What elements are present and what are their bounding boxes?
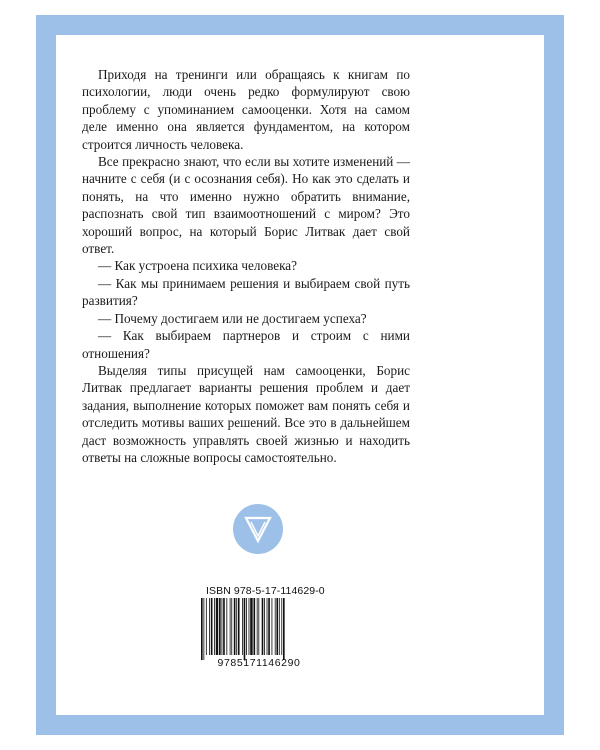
barcode-bar (226, 598, 227, 655)
barcode-bar (249, 598, 250, 655)
barcode-bar (246, 598, 247, 655)
barcode-bar (275, 598, 276, 655)
barcode-bar (203, 598, 204, 660)
barcode-bar (231, 598, 232, 655)
barcode-bar (250, 598, 252, 655)
blurb-question-2: — Как мы принимаем решения и выбираем свой путь развития? (82, 275, 410, 309)
barcode-bar (209, 598, 210, 655)
barcode-bar (267, 598, 268, 655)
barcode-bar (211, 598, 213, 655)
barcode-bar (230, 598, 231, 655)
barcode-bar (253, 598, 255, 655)
blurb-question-1: — Как устроена психика человека? (98, 258, 297, 274)
barcode-bar (279, 598, 280, 655)
isbn-label: ISBN 978-5-17-114629-0 (206, 585, 325, 597)
barcode-bar (258, 598, 259, 655)
barcode-digits: 9785171146290 (217, 657, 301, 669)
barcode-bar (219, 598, 221, 655)
barcode-bar (201, 598, 203, 660)
barcode-bar (281, 598, 282, 655)
cover-blurb-text (82, 66, 410, 466)
barcode-bar (264, 598, 265, 655)
barcode-bar (234, 598, 236, 655)
blurb-paragraph-1: Приходя на тренинги или обращаясь к книгам по психологии, люди очень редко формулируют свою проблему с упоминанием самооценки. Хотя на самом деле именно она является фундаментом, на котором строится личность человека. (82, 67, 410, 152)
blurb-question-4: — Как выбираем партнеров и строим с ними отношения? (82, 328, 410, 361)
barcode-bar (214, 598, 215, 655)
barcode-bar (262, 598, 264, 655)
blurb-paragraph-3: Выделяя типы присущей нам самооценки, Борис Литвак предлагает варианты решения проблем и дает задания, выполнение которых поможет вам понять себя и отследить мотивы ваших решений. Все это в дальнейшем даст возможность управлять своей жизнью и находить ответы на сложные вопросы самостоятельно. (82, 362, 410, 465)
barcode-bar (216, 598, 218, 655)
blurb-paragraph-2: Все прекрасно знают, что если вы хотите изменений — начните с себя (и с осознания себя). Но как это сделать и понять, на что именно нужно обратить внимание, распознать свой тип взаимоотношений с миром? Это хороший вопрос, на который Борис Литвак дает свой ответ. (82, 154, 410, 257)
barcode-bar (223, 598, 225, 655)
blurb-question-3: — Почему достигаем или не достигаем успеха? (98, 310, 367, 326)
barcode-bar (206, 598, 207, 655)
barcode-bar (242, 598, 243, 655)
barcode-bar (244, 598, 246, 660)
barcode-bar (238, 598, 240, 655)
barcode-bar (283, 598, 285, 660)
barcode-bar (257, 598, 258, 655)
isbn-barcode (200, 598, 318, 660)
barcode-bar (268, 598, 270, 655)
barcode-bar (272, 598, 273, 655)
barcode-bar (236, 598, 237, 655)
barcode-bar (222, 598, 223, 655)
v-triangle-logo-icon (232, 503, 284, 555)
barcode-bar (276, 598, 278, 655)
